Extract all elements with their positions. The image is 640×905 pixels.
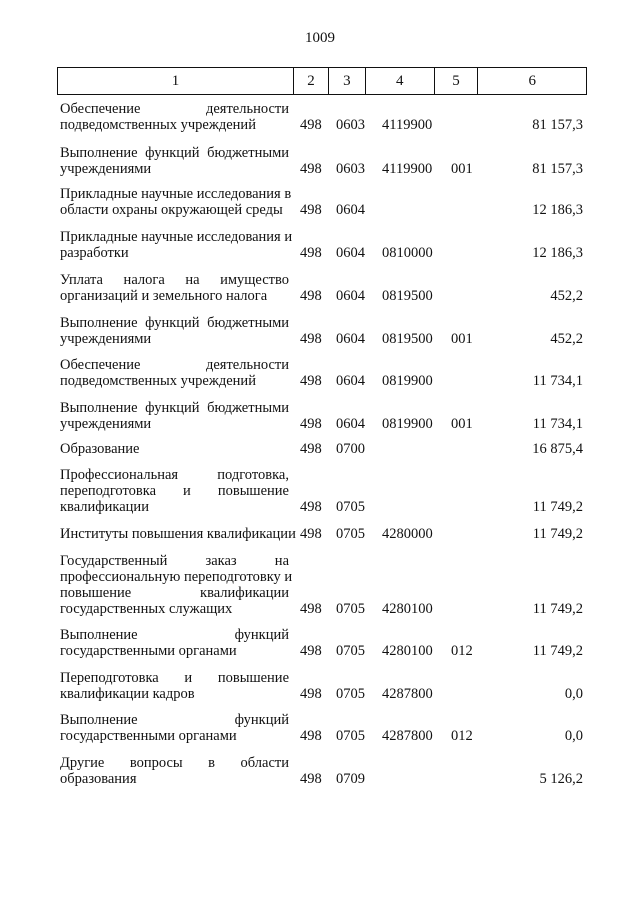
table-row (60, 315, 587, 347)
cell-c2: 498 (300, 416, 322, 432)
table-row (60, 670, 587, 702)
cell-c6: 11 749,2 (532, 643, 583, 659)
row-description (60, 526, 296, 542)
header-col-3: 3 (329, 68, 366, 94)
row-description (60, 272, 289, 304)
description-line: Выполнение функций бюджетными (60, 315, 289, 331)
row-description (60, 400, 289, 432)
row-description (60, 186, 292, 218)
cell-c2: 498 (300, 161, 322, 177)
cell-c2: 498 (300, 331, 322, 347)
cell-c6: 452,2 (550, 288, 583, 304)
cell-c6: 11 734,1 (532, 373, 583, 389)
cell-c6: 16 875,4 (532, 441, 583, 457)
cell-c4: 0819900 (382, 373, 433, 389)
cell-c2: 498 (300, 117, 322, 133)
table-row (60, 627, 587, 659)
table-header (57, 67, 587, 95)
description-line: учреждениями (60, 416, 152, 432)
cell-c4: 0810000 (382, 245, 433, 261)
cell-c6: 11 749,2 (532, 526, 583, 542)
description-line: учреждениями (60, 331, 152, 347)
cell-c3: 0603 (336, 117, 365, 133)
cell-c3: 0705 (336, 686, 365, 702)
cell-c3: 0604 (336, 331, 365, 347)
description-line: Институты повышения квалификации (60, 526, 296, 542)
description-line: Государственный заказ на (60, 553, 289, 569)
description-line: Обеспечение деятельности (60, 101, 289, 117)
table-row (60, 101, 587, 133)
description-line: Прикладные научные исследования в (60, 186, 292, 202)
cell-c3: 0705 (336, 643, 365, 659)
description-line: разработки (60, 245, 129, 261)
description-line: государственными органами (60, 728, 237, 744)
cell-c3: 0705 (336, 601, 365, 617)
cell-c2: 498 (300, 771, 322, 787)
page-number: 1009 (305, 30, 335, 46)
description-line: подведомственных учреждений (60, 373, 256, 389)
cell-c5: 001 (451, 416, 473, 432)
row-description (60, 755, 289, 787)
cell-c4: 0819500 (382, 288, 433, 304)
row-description (60, 441, 289, 457)
header-col-6: 6 (528, 72, 536, 89)
cell-c6: 0,0 (564, 686, 583, 702)
cell-c2: 498 (300, 373, 322, 389)
cell-c3: 0700 (336, 441, 365, 457)
header-col-2: 2 (294, 68, 329, 94)
row-description (60, 315, 289, 347)
description-line: Образование (60, 441, 140, 457)
cell-c3: 0604 (336, 202, 365, 218)
description-line: повышение квалификации (60, 585, 289, 601)
description-line: подведомственных учреждений (60, 117, 256, 133)
cell-c6: 0,0 (564, 728, 583, 744)
table-row (60, 272, 587, 304)
cell-c5: 012 (451, 728, 473, 744)
table-row (60, 755, 587, 787)
table-row (60, 400, 587, 432)
table-row (60, 145, 587, 177)
description-line: Профессиональная подготовка, (60, 467, 289, 483)
cell-c2: 498 (300, 288, 322, 304)
row-description (60, 553, 293, 617)
cell-c5: 012 (451, 643, 473, 659)
cell-c6: 12 186,3 (532, 245, 583, 261)
cell-c2: 498 (300, 643, 322, 659)
table-row (60, 712, 587, 744)
description-line: Прикладные научные исследования и (60, 229, 293, 245)
description-line: Выполнение функций (60, 712, 289, 728)
description-line: Переподготовка и повышение (60, 670, 289, 686)
row-description (60, 670, 289, 702)
cell-c2: 498 (300, 441, 322, 457)
cell-c4: 4119900 (382, 161, 433, 177)
row-description (60, 145, 289, 177)
table-row (60, 467, 587, 515)
cell-c4: 4280100 (382, 601, 433, 617)
header-col-1: 1 (58, 68, 294, 94)
cell-c6: 81 157,3 (532, 161, 583, 177)
cell-c2: 498 (300, 601, 322, 617)
table-row (60, 526, 587, 542)
table-row (60, 441, 587, 457)
table-row (60, 186, 587, 218)
cell-c6: 11 749,2 (532, 499, 583, 515)
row-description (60, 229, 293, 261)
cell-c6: 11 734,1 (532, 416, 583, 432)
cell-c3: 0705 (336, 526, 365, 542)
cell-c2: 498 (300, 245, 322, 261)
cell-c4: 4280000 (382, 526, 433, 542)
header-col-4: 4 (366, 68, 435, 94)
cell-c3: 0604 (336, 373, 365, 389)
cell-c6: 11 749,2 (532, 601, 583, 617)
row-description (60, 712, 289, 744)
cell-c6: 81 157,3 (532, 117, 583, 133)
cell-c2: 498 (300, 499, 322, 515)
cell-c6: 12 186,3 (532, 202, 583, 218)
description-line: области охраны окружающей среды (60, 202, 283, 218)
cell-c3: 0709 (336, 771, 365, 787)
cell-c3: 0705 (336, 499, 365, 515)
cell-c2: 498 (300, 526, 322, 542)
description-line: государственными органами (60, 643, 237, 659)
cell-c3: 0604 (336, 416, 365, 432)
cell-c4: 4280100 (382, 643, 433, 659)
header-col-5: 5 (435, 68, 479, 94)
cell-c4: 0819900 (382, 416, 433, 432)
description-line: Выполнение функций бюджетными (60, 145, 289, 161)
row-description (60, 467, 289, 515)
cell-c3: 0705 (336, 728, 365, 744)
description-line: переподготовка и повышение (60, 483, 289, 499)
description-line: Уплата налога на имущество (60, 272, 289, 288)
description-line: образования (60, 771, 137, 787)
table-row (60, 229, 587, 261)
description-line: государственных служащих (60, 601, 233, 617)
description-line: организаций и земельного налога (60, 288, 268, 304)
row-description (60, 627, 289, 659)
row-description (60, 357, 289, 389)
cell-c3: 0603 (336, 161, 365, 177)
cell-c4: 4119900 (382, 117, 433, 133)
description-line: квалификации (60, 499, 149, 515)
description-line: Другие вопросы в области (60, 755, 289, 771)
cell-c6: 452,2 (550, 331, 583, 347)
cell-c4: 4287800 (382, 686, 433, 702)
cell-c4: 4287800 (382, 728, 433, 744)
row-description (60, 101, 289, 133)
cell-c2: 498 (300, 728, 322, 744)
description-line: учреждениями (60, 161, 152, 177)
cell-c3: 0604 (336, 288, 365, 304)
cell-c5: 001 (451, 161, 473, 177)
table-row (60, 357, 587, 389)
cell-c2: 498 (300, 686, 322, 702)
cell-c4: 0819500 (382, 331, 433, 347)
description-line: Обеспечение деятельности (60, 357, 289, 373)
description-line: профессиональную переподготовку и (60, 569, 293, 585)
cell-c6: 5 126,2 (539, 771, 583, 787)
description-line: Выполнение функций бюджетными (60, 400, 289, 416)
description-line: квалификации кадров (60, 686, 195, 702)
table-row (60, 553, 587, 617)
cell-c3: 0604 (336, 245, 365, 261)
cell-c2: 498 (300, 202, 322, 218)
description-line: Выполнение функций (60, 627, 289, 643)
cell-c5: 001 (451, 331, 473, 347)
